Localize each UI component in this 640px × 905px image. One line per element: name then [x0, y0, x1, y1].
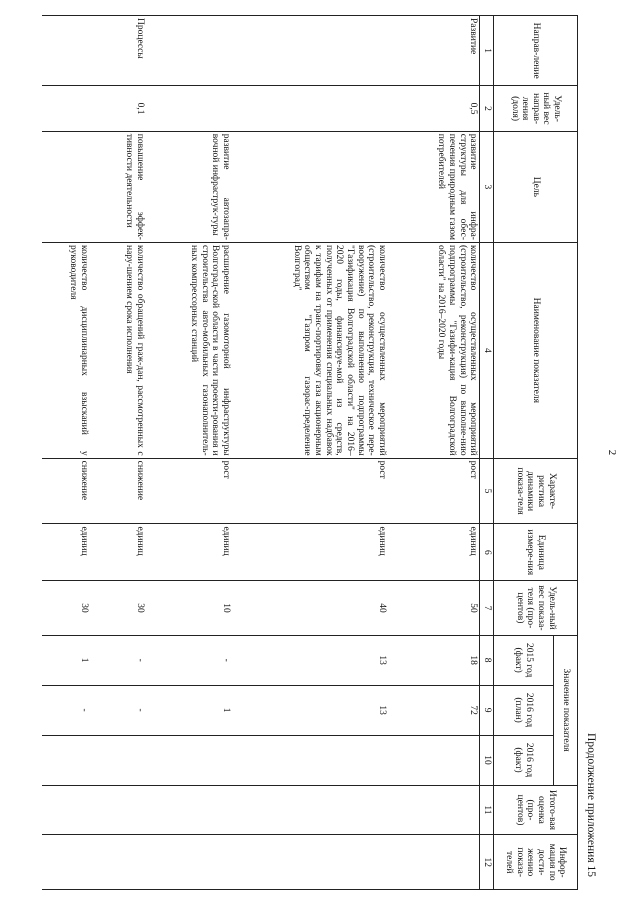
cell-indicator: количество осуществленных мероприятий (строительство, реконструкция) по выполне-нию подпрограммы "Газифи-кация Волгоградской области" на 2016–2020 годы: [388, 242, 480, 458]
cell-unit: единиц: [388, 524, 480, 581]
cell-2016-plan: -: [90, 685, 146, 735]
cell-goal: повышение эффек-тивности деятельности: [90, 131, 146, 242]
cell-dynamics: рост: [388, 458, 480, 524]
header-2016-fact: 2016 год (факт): [494, 735, 554, 785]
header-2015-fact: 2015 год (факт): [494, 635, 554, 685]
cell-2016-fact: [42, 735, 90, 785]
column-number: 7: [480, 581, 494, 635]
cell-2016-fact: [146, 735, 232, 785]
cell-total: [42, 785, 90, 835]
column-number: 8: [480, 635, 494, 685]
indicators-table: [42, 15, 578, 890]
cell-2016-fact: [232, 735, 388, 785]
page-number: 2: [606, 449, 618, 456]
cell-unit: единиц: [90, 524, 146, 581]
cell-dynamics: рост: [232, 458, 388, 524]
header-info: Инфор-мация по дости-жению показа-телей: [494, 835, 578, 890]
column-number: 2: [480, 86, 494, 131]
column-number: 12: [480, 835, 494, 890]
cell-2015-fact: 18: [388, 635, 480, 685]
cell-direction-weight: [232, 86, 388, 131]
cell-direction: [42, 16, 90, 86]
cell-indicator: количество осуществленных мероприятий (строительство, реконструкция, техническое пере-вооружение) по выполнению подпрограммы "Газификация Волгоградской области" на 2016–2020 годы, финансируе-мой из средств, полученных от применения специальных надбавок к тарифам на транс-портировку газа акционерным обществом "Газпром газорас-пределение Волгоград": [232, 242, 388, 458]
cell-info: [388, 835, 480, 890]
cell-goal: развитие инфра-структуры для обес-печения природным газом потребителей: [388, 131, 480, 242]
column-number: 11: [480, 785, 494, 835]
cell-weight: 40: [232, 581, 388, 635]
continuation-caption: Продолжение приложения 15: [585, 733, 597, 877]
cell-total: [388, 785, 480, 835]
header-row: [554, 16, 578, 890]
cell-indicator: количество дисциплинарных взысканий у руководителя: [42, 242, 90, 458]
cell-direction-weight: [42, 86, 90, 131]
header-direction-weight: Удель-ный вес направ-ления (доля): [494, 86, 578, 131]
cell-info: [146, 835, 232, 890]
table-row: [146, 16, 232, 890]
column-number: 5: [480, 458, 494, 524]
cell-dynamics: снижение: [90, 458, 146, 524]
column-number: 4: [480, 242, 494, 458]
header-indicator-name: Наименование показателя: [494, 242, 578, 458]
column-number: 3: [480, 131, 494, 242]
header-goal: Цель: [494, 131, 578, 242]
cell-total: [90, 785, 146, 835]
cell-2016-plan: -: [42, 685, 90, 735]
header-2016-plan: 2016 год (план): [494, 685, 554, 735]
header-indicator-weight: Удель-ный вес показа-теля (про-центов): [494, 581, 578, 635]
cell-direction: [232, 16, 388, 86]
cell-unit: единиц: [146, 524, 232, 581]
cell-dynamics: снижение: [42, 458, 90, 524]
cell-direction: [146, 16, 232, 86]
header-total-score: Итого-вая оценка (про-центов): [494, 785, 578, 835]
cell-info: [232, 835, 388, 890]
cell-2015-fact: 13: [232, 635, 388, 685]
column-number: 9: [480, 685, 494, 735]
column-number: 6: [480, 524, 494, 581]
cell-info: [90, 835, 146, 890]
header-unit: Единица измере-ния: [494, 524, 578, 581]
cell-indicator: расширение газомоторной инфраструктуры Волгоград-ской области в части проекти-рования и строительства авто-мобильных газонаполнитель-ных компрессорных станций: [146, 242, 232, 458]
cell-2015-fact: -: [146, 635, 232, 685]
column-number: 1: [480, 16, 494, 86]
table-row: [42, 16, 90, 890]
cell-total: [146, 785, 232, 835]
table-row: [232, 16, 388, 890]
cell-2016-fact: [388, 735, 480, 785]
cell-goal: [232, 131, 388, 242]
header-direction: Направ-ление: [494, 16, 578, 86]
table-row: [388, 16, 480, 890]
cell-weight: 30: [42, 581, 90, 635]
cell-weight: 30: [90, 581, 146, 635]
cell-2015-fact: 1: [42, 635, 90, 685]
header-dynamics: Характе-ристика динамики показа-теля: [494, 458, 578, 524]
cell-direction-weight: [146, 86, 232, 131]
cell-direction: Процессы: [90, 16, 146, 86]
cell-direction-weight: 0,1: [90, 86, 146, 131]
cell-total: [232, 785, 388, 835]
column-number-row: [480, 16, 494, 890]
cell-dynamics: рост: [146, 458, 232, 524]
cell-2016-plan: 1: [146, 685, 232, 735]
cell-2016-fact: [90, 735, 146, 785]
column-number: 10: [480, 735, 494, 785]
cell-goal: [42, 131, 90, 242]
cell-2015-fact: -: [90, 635, 146, 685]
cell-direction-weight: 0,5: [388, 86, 480, 131]
cell-indicator: количество обращений граж-дан, рассмотренных с нару-шением срока исполнения: [90, 242, 146, 458]
cell-info: [42, 835, 90, 890]
cell-goal: развитие автозапра-вочной инфраструк-туры: [146, 131, 232, 242]
cell-weight: 10: [146, 581, 232, 635]
header-values-group: Значение показателя: [554, 635, 578, 785]
cell-2016-plan: 72: [388, 685, 480, 735]
cell-2016-plan: 13: [232, 685, 388, 735]
table-row: [90, 16, 146, 890]
cell-unit: единиц: [232, 524, 388, 581]
cell-unit: единиц: [42, 524, 90, 581]
cell-direction: Развитие: [388, 16, 480, 86]
cell-weight: 50: [388, 581, 480, 635]
